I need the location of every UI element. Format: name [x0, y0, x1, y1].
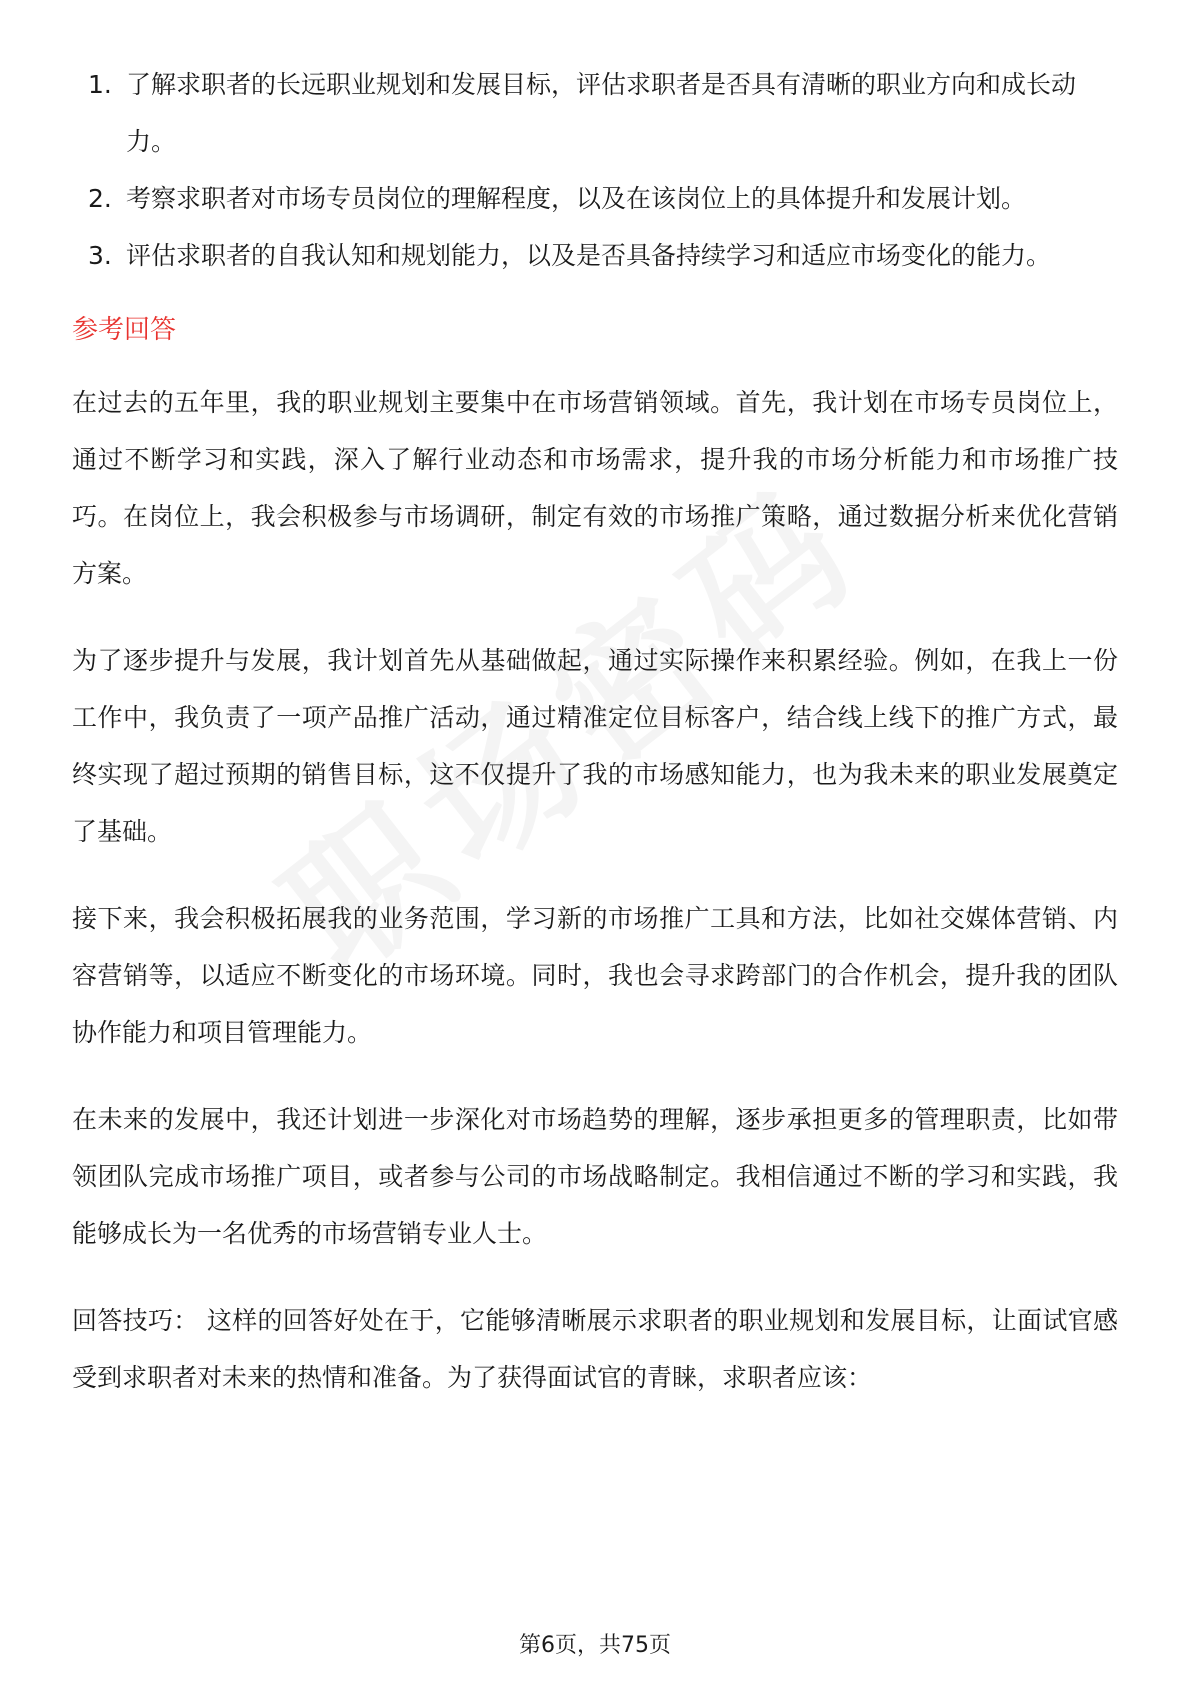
list-item-text: 考察求职者对市场专员岗位的理解程度，以及在该岗位上的具体提升和发展计划。 [126, 184, 1027, 213]
paragraph: 在过去的五年里，我的职业规划主要集中在市场营销领域。首先，我计划在市场专员岗位上，通过不断学习和实践，深入了解行业动态和市场需求，提升我的市场分析能力和市场推广技巧。在岗位上，我会积极参与市场调研，制定有效的市场推广策略，通过数据分析来优化营销方案。 [72, 388, 1118, 588]
list-item-text: 了解求职者的长远职业规划和发展目标，评估求职者是否具有清晰的职业方向和成长动力。 [126, 70, 1077, 156]
paragraph: 为了逐步提升与发展，我计划首先从基础做起，通过实际操作来积累经验。例如，在我上一份工作中，我负责了一项产品推广活动，通过精准定位目标客户，结合线上线下的推广方式，最终实现了超过预期的销售目标，这不仅提升了我的市场感知能力，也为我未来的职业发展奠定了基础。 [72, 646, 1118, 846]
paragraph: 接下来，我会积极拓展我的业务范围，学习新的市场推广工具和方法，比如社交媒体营销、内容营销等，以适应不断变化的市场环境。同时，我也会寻求跨部门的合作机会，提升我的团队协作能力和项目管理能力。 [72, 904, 1118, 1047]
page-content [72, 56, 1118, 1436]
list-item [72, 170, 1118, 227]
goals-list [72, 56, 1118, 284]
list-item [72, 227, 1118, 284]
list-item-number: 2. [88, 184, 112, 213]
list-item-text: 评估求职者的自我认知和规划能力，以及是否具备持续学习和适应市场变化的能力。 [126, 241, 1052, 270]
list-item-number: 1. [88, 70, 112, 99]
list-item-number: 3. [88, 241, 112, 270]
section-title: 参考回答 [72, 315, 177, 345]
paragraph: 在未来的发展中，我还计划进一步深化对市场趋势的理解，逐步承担更多的管理职责，比如带领团队完成市场推广项目，或者参与公司的市场战略制定。我相信通过不断的学习和实践，我能够成长为一名优秀的市场营销专业人士。 [72, 1105, 1118, 1248]
page-footer: 第6页，共75页 [519, 1633, 671, 1658]
list-item [72, 56, 1118, 170]
answer-tips-paragraph: 回答技巧： 这样的回答好处在于，它能够清晰展示求职者的职业规划和发展目标，让面试官感受到求职者对未来的热情和准备。为了获得面试官的青睐，求职者应该： [72, 1306, 1118, 1392]
